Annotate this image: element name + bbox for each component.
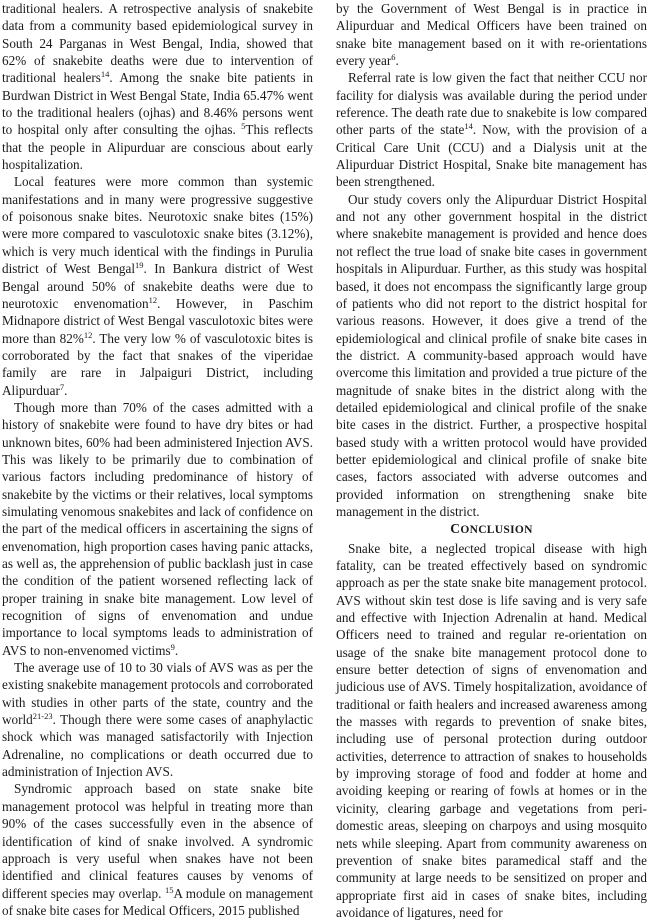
citation: 6: [391, 52, 396, 63]
paragraph: by the Government of West Bengal is in practice in Alipurduar and Medical Officers have been trained on snake bite management based on it with re-orientations every year$^6$.: [336, 1, 647, 69]
paragraph: Though more than 70% of the cases admitted with a history of snakebite were found to have dry bites or had unknown bites, 60% had been administered Injection AVS. This was likely to be primarily due to combination of various factors including predominance of history of snakebite by the victims or their relatives, local symptoms simulating venomous snakebites and lack of confidence on the part of the medical officers in ascertaining the signs of envenomation, high proportion cases having panic attacks, as well as, the apprehension of public backlash just in case the condition of the patient worsened reflecting lack of proper training in snake bite management. Low level of recognition of signs of envenomation and undue importance to local symptoms leads to administration of AVS to non-envenomed victims$^9$.: [2, 399, 313, 658]
paragraph: Local features were more common than systemic manifestations and in many were progressive suggestive of poisonous snake bites. Neurotoxic snake bites (15%) were more compared to vasculotoxic snake bites (3.12%), which is very much identical with the findings in Purulia district of West Bengal$^{19}$. In Bankura district of West Bengal around 50% of snakebite deaths were due to neurotoxic envenomation$^{12}$. However, in Paschim Midnapore district of West Bengal vasculotoxic bites were more than 82%$^{12}$. The very low % of vasculotoxic bites is corroborated by the fact that snakes of the viperidae family are rare in Jalpaiguri District, including Alipurduar$^7$.: [2, 174, 314, 398]
left-column: [2, 0, 314, 918]
citation: 9: [170, 641, 175, 652]
citation: 5: [241, 121, 246, 132]
citation: 19: [135, 260, 144, 271]
article-page: [2, 0, 647, 920]
citation: 14: [464, 121, 473, 132]
paragraph: Snake bite, a neglected tropical disease with high fatality, can be treated effectively based on syndromic approach as per the state snake bite management protocol. AVS without skin test dose is life saving and is very safe and effective with Injection Adrenalin at hand. Medical Officers need to trained and regular re-orientation on usage of the snake bite management protocol done to ensure better detection of signs of envenomation and judicious use of AVS. Timely hospitalization, avoidance of traditional or faith healers and increased awareness among the masses with regards to prevention of snake bites, including use of personal protection during outdoor activities, deterrence to attraction of snakes to households by improving storage of food and fodder at home and avoiding keeping or rearing of fowls at homes or in the vicinity, clearing garbage and vegetations from peri-domestic areas, sleeping on charpoys and using mosquito nets while sleeping. Apart from community awareness on prevention of snake bites paramedical staff and the community at large needs to be sensitized on proper and appropriate first aid in cases of snake bites, including avoidance of ligatures, need for: [336, 540, 647, 920]
paragraph: Syndromic approach based on state snake bite management protocol was helpful in treating more than 90% of the cases successfully even in the absence of identification of kind of snake involved. A syndromic approach is very useful when snakes have not been identified and clinical features causes by venoms of different species may overlap. $^{15}$A module on management of snake bite cases for Medical Officers, 2015 published: [2, 781, 313, 918]
citation: 14: [100, 69, 110, 80]
citation: 21-23: [32, 711, 53, 722]
paragraph: traditional healers. A retrospective analysis of snakebite data from a community based epidemiological survey in South 24 Parganas in West Bengal, India, showed that 62% of snakebite deaths were due to intervention of traditional healers$^{14}$. Among the snake bite patients in Burdwan District in West Bengal State, India 65.47% went to the traditional healers (ojhas) and 8.46% persons went to hospital only after consulting the ojhas. $^5$This reflects that the people in Alipurduar are conscious about early hospitalization.: [2, 1, 314, 173]
citation: 15: [164, 884, 174, 895]
citation: 7: [59, 381, 65, 392]
section-heading: CONCLUSION: [450, 521, 533, 537]
citation: 12: [148, 294, 158, 305]
right-column: [336, 0, 647, 920]
paragraph: The average use of 10 to 30 vials of AVS was as per the existing snakebite management protocols and corroborated with studies in other parts of the state, country and the world$^{21-23}$. Though there were some cases of anaphylactic shock which was managed satisfactorily with Injection Adrenaline, no complications or death occurred due to administration of Injection AVS.: [2, 660, 313, 780]
paragraph: Referral rate is low given the fact that neither CCU nor facility for dialysis was available during the period under reference. The death rate due to snakebite is low compared other parts of the state$^{14}$. Now, with the provision of a Critical Care Unit (CCU) and a Dialysis unit at the Alipurduar District Hospital, Snake bite management has been strengthened.: [336, 70, 647, 190]
paragraph: Our study covers only the Alipurduar District Hospital and not any other government hospital in the district where snakebite management is provided and hence does not reflect the true load of snake bite cases in government hospitals in Alipurduar. Further, as this study was hospital based, it does not encompass the significantly large group of patients who did not report to the district hospital for various reasons. However, it does give a trend of the epidemiological and clinical profile of snake bite cases in the district. A community-based approach would have overcome this limitation and provided a true picture of the magnitude of snake bites in the district along with the detailed epidemiological and clinical profile of the snake bite cases in the district. Further, a prospective hospital based study with a written protocol would have provided better epidemiological and clinical profile of snake bite cases, factors associated with adverse outcomes and provided information on strengthening snake bite management in the district.: [336, 191, 647, 519]
citation: 12: [83, 329, 93, 340]
